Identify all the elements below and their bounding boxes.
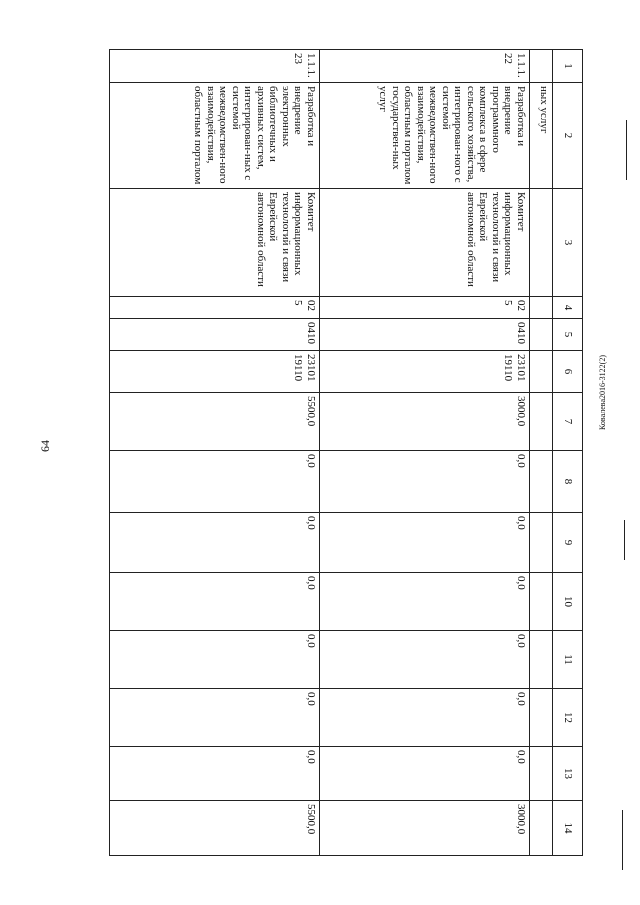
cell-csr: 23101 19110: [110, 351, 320, 393]
row-number: 1.1.1. 23: [110, 50, 320, 83]
cell-value: 0,0: [110, 513, 320, 573]
scan-edge-line: [622, 810, 623, 870]
table-cell: [529, 451, 553, 513]
cell-csr: 23101 19110: [319, 351, 529, 393]
table-cell: [529, 801, 553, 856]
table-cell: [529, 689, 553, 747]
cell-value: 0,0: [319, 631, 529, 689]
cell-value: 0,0: [110, 747, 320, 801]
document-stamp: Ковалева2016-3122(2): [598, 355, 607, 430]
cell-rzpr: 0410: [110, 319, 320, 351]
column-header: 9: [553, 513, 583, 573]
table-cell: [529, 319, 553, 351]
cell-value: 0,0: [110, 631, 320, 689]
table-cell: [529, 573, 553, 631]
table-cell: [529, 297, 553, 319]
column-header: 12: [553, 689, 583, 747]
cell-value: 0,0: [319, 747, 529, 801]
budget-table: [109, 49, 583, 856]
column-header: 7: [553, 393, 583, 451]
table-cell: [529, 351, 553, 393]
executor: Комитет информационных технологий и связи Еврейской автономной области: [110, 189, 320, 297]
table-cell: [529, 50, 553, 83]
table-cell: [529, 393, 553, 451]
column-header: 3: [553, 189, 583, 297]
cell-total: 5500,0: [110, 393, 320, 451]
cell-value: 0,0: [110, 451, 320, 513]
table-cell: [529, 631, 553, 689]
row-number: 1.1.1. 22: [319, 50, 529, 83]
cell-value: 0,0: [319, 513, 529, 573]
cell-grbs: 025: [319, 297, 529, 319]
cell-value: 0,0: [319, 451, 529, 513]
cell-value: 0,0: [110, 689, 320, 747]
column-header: 13: [553, 747, 583, 801]
continuation-row: [529, 50, 553, 856]
table-cell: [529, 513, 553, 573]
table-row: [110, 50, 320, 856]
activity-name: Разработка и внедрение программного комплекса в сфере сельского хозяйства, интегрирован-ного с системой межведомствен-ного взаимодействия, областным порталом государствен-ных услуг: [319, 83, 529, 189]
budget-table-wrapper: [109, 49, 583, 855]
column-header: 14: [553, 801, 583, 856]
cell-value: 5500,0: [110, 801, 320, 856]
scan-edge-line: [626, 120, 627, 180]
table-cell: [529, 189, 553, 297]
cell-value: 0,0: [319, 573, 529, 631]
header-row: [553, 50, 583, 856]
cell-grbs: 025: [110, 297, 320, 319]
cell-rzpr: 0410: [319, 319, 529, 351]
scan-edge-line: [624, 520, 625, 560]
activity-name: Разработка и внедрение электронных библиотечных и архивных систем, интегрирован-ных с системой межведомствен-ного взаимодействия, областным порталом: [110, 83, 320, 189]
column-header: 8: [553, 451, 583, 513]
table-cell: [529, 747, 553, 801]
column-header: 4: [553, 297, 583, 319]
column-header: 2: [553, 83, 583, 189]
cell-value: 0,0: [319, 689, 529, 747]
continuation-text: ных услуг: [529, 83, 553, 189]
cell-total: 3000,0: [319, 393, 529, 451]
table-row: [319, 50, 529, 856]
executor: Комитет информационных технологий и связи Еврейской автономной области: [319, 189, 529, 297]
page-number: 64: [38, 440, 52, 452]
column-header: 5: [553, 319, 583, 351]
column-header: 10: [553, 573, 583, 631]
cell-value: 3000,0: [319, 801, 529, 856]
cell-value: 0,0: [110, 573, 320, 631]
column-header: 1: [553, 50, 583, 83]
column-header: 11: [553, 631, 583, 689]
column-header: 6: [553, 351, 583, 393]
